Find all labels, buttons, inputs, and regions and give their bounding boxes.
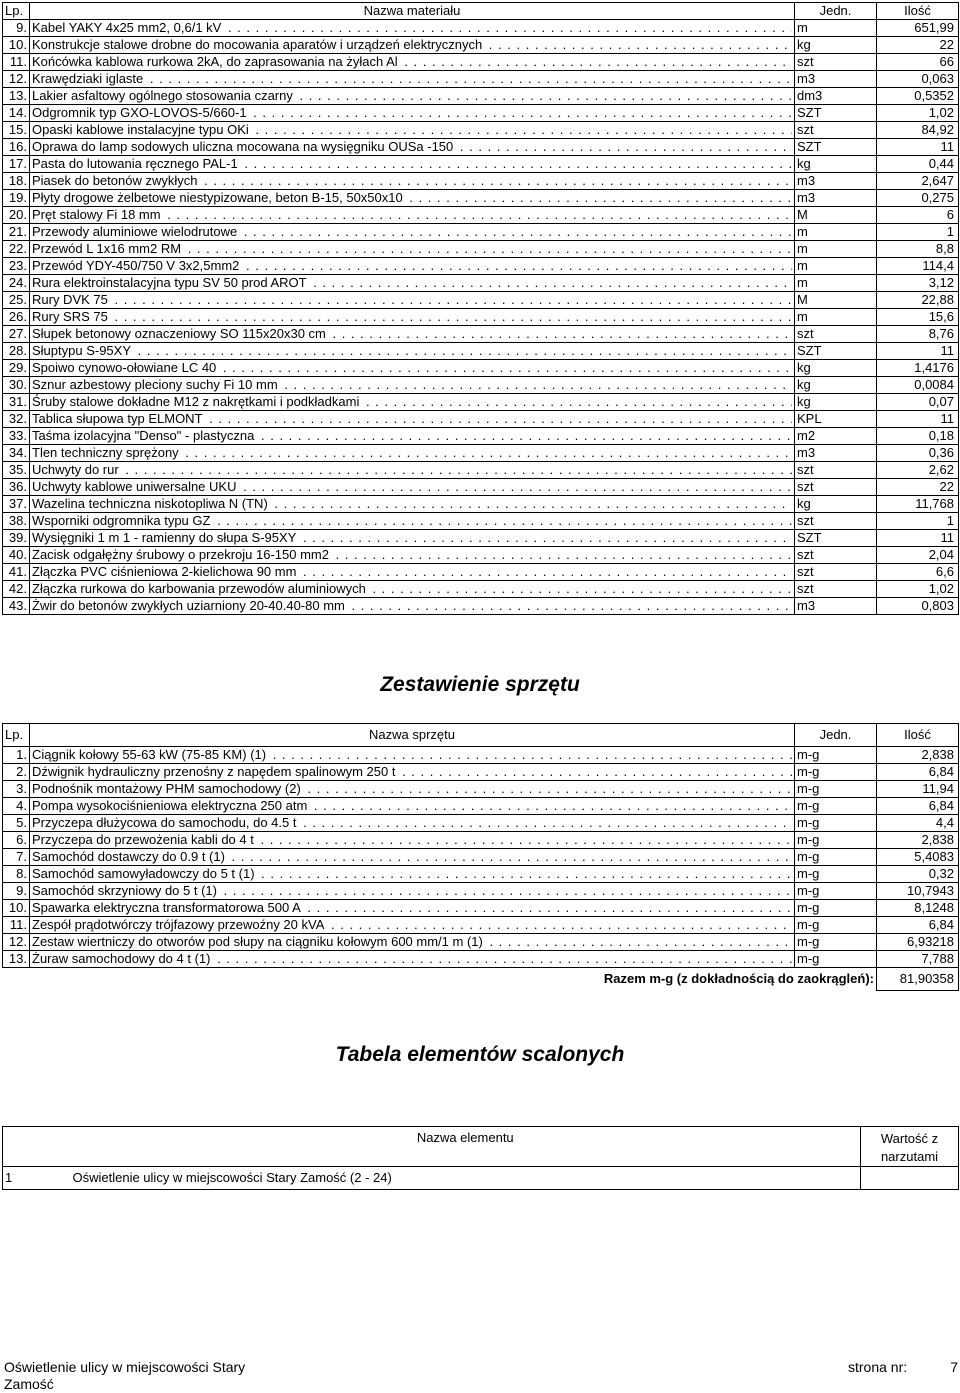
row-unit: m-g	[795, 798, 877, 815]
row-qty: 114,4	[877, 258, 959, 275]
table-row	[3, 258, 959, 275]
table-row	[3, 326, 959, 343]
row-qty: 10,7943	[877, 883, 959, 900]
table-row	[3, 951, 959, 968]
footer-page-number: 7	[950, 1359, 958, 1375]
row-lp: 2.	[3, 764, 30, 781]
row-name: Tlen techniczny sprężony . . .	[30, 445, 795, 462]
row-unit: M	[795, 292, 877, 309]
row-lp: 6.	[3, 832, 30, 849]
table-row	[3, 156, 959, 173]
row-name: Dźwignik hydrauliczny przenośny z napędem spalinowym 250 t . . .	[30, 764, 795, 781]
row-name: Uchwyty do rur . . .	[30, 462, 795, 479]
row-name: Taśma izolacyjna "Denso" - plastyczna . . .	[30, 428, 795, 445]
row-unit: kg	[795, 496, 877, 513]
table-row	[3, 241, 959, 258]
row-name: Ciągnik kołowy 55-63 kW (75-85 KM) (1) . . .	[30, 747, 795, 764]
row-unit: szt	[795, 479, 877, 496]
row-qty: 5,4083	[877, 849, 959, 866]
table-row	[3, 54, 959, 71]
elements-title: Tabela elementów scalonych	[335, 1043, 625, 1066]
row-name: Żwir do betonów zwykłych uziarniony 20-40.40-80 mm . . .	[30, 598, 795, 615]
row-qty: 11	[877, 411, 959, 428]
row-name: Rury SRS 75 . . .	[30, 309, 795, 326]
row-qty: 11	[877, 343, 959, 360]
row-qty: 0,803	[877, 598, 959, 615]
row-lp: 9.	[3, 883, 30, 900]
table-row	[3, 173, 959, 190]
header-lp: Lp.	[3, 3, 30, 20]
table-row	[3, 411, 959, 428]
table-row	[3, 815, 959, 832]
row-qty: 1	[877, 224, 959, 241]
row-name: Zacisk odgałężny śrubowy o przekroju 16-150 mm2 . . .	[30, 547, 795, 564]
total-value: 81,90358	[877, 968, 959, 991]
row-qty: 1,02	[877, 105, 959, 122]
row-name: Opaski kablowe instalacyjne typu OKi . . .	[30, 122, 795, 139]
row-name: Uchwyty kablowe uniwersalne UKU . . .	[30, 479, 795, 496]
row-lp: 22.	[3, 241, 30, 258]
row-qty: 15,6	[877, 309, 959, 326]
table-row	[3, 479, 959, 496]
row-unit: SZT	[795, 139, 877, 156]
row-qty: 22	[877, 37, 959, 54]
row-qty: 8,1248	[877, 900, 959, 917]
row-lp: 28.	[3, 343, 30, 360]
row-unit: szt	[795, 581, 877, 598]
header-lp: Lp.	[3, 724, 30, 747]
row-name: Spawarka elektryczna transformatorowa 500 A . . .	[30, 900, 795, 917]
row-qty: 1,4176	[877, 360, 959, 377]
row-qty: 6,84	[877, 917, 959, 934]
table-row	[3, 747, 959, 764]
row-unit: m	[795, 20, 877, 37]
row-unit: m	[795, 241, 877, 258]
row-unit: m3	[795, 445, 877, 462]
row-unit: kg	[795, 377, 877, 394]
row-name: Przewód YDY-450/750 V 3x2,5mm2 . . .	[30, 258, 795, 275]
row-qty: 1,02	[877, 581, 959, 598]
table-row	[3, 190, 959, 207]
row-name: Spoiwo cynowo-ołowiane LC 40 . . .	[30, 360, 795, 377]
row-lp: 7.	[3, 849, 30, 866]
row-lp: 37.	[3, 496, 30, 513]
row-name: Piasek do betonów zwykłych . . .	[30, 173, 795, 190]
table-row	[3, 547, 959, 564]
table-row	[3, 1167, 959, 1190]
row-lp: 26.	[3, 309, 30, 326]
table-row	[3, 20, 959, 37]
row-lp: 12.	[3, 934, 30, 951]
header-value: Wartość z narzutami	[861, 1127, 959, 1167]
row-unit: m2	[795, 428, 877, 445]
row-name: Pręt stalowy Fi 18 mm . . .	[30, 207, 795, 224]
row-name: Oświetlenie ulicy w miejscowości Stary Zamość (2 - 24)	[71, 1167, 861, 1190]
footer-project-name: Oświetlenie ulicy w miejscowości Stary Zamość	[4, 1359, 246, 1392]
row-lp: 30.	[3, 377, 30, 394]
row-qty: 66	[877, 54, 959, 71]
row-unit: szt	[795, 326, 877, 343]
table-row	[3, 122, 959, 139]
table-row	[3, 105, 959, 122]
row-unit: m-g	[795, 832, 877, 849]
elements-table	[2, 1126, 959, 1190]
row-name: Przyczepa dłużycowa do samochodu, do 4.5 t . . .	[30, 815, 795, 832]
row-name: Pasta do lutowania ręcznego PAL-1 . . .	[30, 156, 795, 173]
row-qty: 0,5352	[877, 88, 959, 105]
row-name: Złączka PVC ciśnieniowa 2-kielichowa 90 mm . . .	[30, 564, 795, 581]
equipment-title: Zestawienie sprzętu	[380, 673, 580, 696]
table-row	[3, 496, 959, 513]
row-qty: 651,99	[877, 20, 959, 37]
row-lp: 9.	[3, 20, 30, 37]
row-unit: szt	[795, 564, 877, 581]
row-name: Płyty drogowe żelbetowe niestypizowane, beton B-15, 50x50x10 . . .	[30, 190, 795, 207]
table-row	[3, 530, 959, 547]
table-row	[3, 428, 959, 445]
total-label: Razem m-g (z dokładnością do zaokrągleń):	[3, 968, 877, 991]
row-unit: kg	[795, 394, 877, 411]
row-lp: 35.	[3, 462, 30, 479]
row-lp: 32.	[3, 411, 30, 428]
row-lp: 39.	[3, 530, 30, 547]
header-name: Nazwa elementu	[71, 1127, 861, 1167]
row-qty: 6,6	[877, 564, 959, 581]
row-lp: 41.	[3, 564, 30, 581]
row-qty: 0,0084	[877, 377, 959, 394]
row-unit: m3	[795, 71, 877, 88]
row-unit: m-g	[795, 815, 877, 832]
row-unit: m-g	[795, 866, 877, 883]
row-qty: 2,62	[877, 462, 959, 479]
row-qty: 84,92	[877, 122, 959, 139]
table-row	[3, 917, 959, 934]
table-row	[3, 598, 959, 615]
row-name: Złączka rurkowa do karbowania przewodów aluminiowych . . .	[30, 581, 795, 598]
row-lp: 43.	[3, 598, 30, 615]
row-lp: 31.	[3, 394, 30, 411]
row-qty: 3,12	[877, 275, 959, 292]
row-qty: 11	[877, 139, 959, 156]
row-name: Końcówka kablowa rurkowa 2kA, do zaprasowania na żyłach Al . . .	[30, 54, 795, 71]
row-qty: 0,07	[877, 394, 959, 411]
row-name: Odgromnik typ GXO-LOVOS-5/660-1 . . .	[30, 105, 795, 122]
row-unit: szt	[795, 122, 877, 139]
row-qty: 6,93218	[877, 934, 959, 951]
header-lp	[3, 1127, 71, 1167]
materials-table	[2, 2, 959, 615]
row-unit: kg	[795, 37, 877, 54]
row-lp: 36.	[3, 479, 30, 496]
row-qty: 11	[877, 530, 959, 547]
row-qty: 22,88	[877, 292, 959, 309]
table-row	[3, 781, 959, 798]
row-unit: m-g	[795, 934, 877, 951]
table-row	[3, 764, 959, 781]
row-unit: kg	[795, 156, 877, 173]
row-lp: 3.	[3, 781, 30, 798]
row-name: Wsporniki odgromnika typu GZ . . .	[30, 513, 795, 530]
row-unit: m-g	[795, 900, 877, 917]
materials-header-row	[3, 3, 959, 20]
row-name: Samochód dostawczy do 0.9 t (1) . . .	[30, 849, 795, 866]
row-name: Żuraw samochodowy do 4 t (1) . . .	[30, 951, 795, 968]
row-qty: 4,4	[877, 815, 959, 832]
row-name: Przyczepa do przewożenia kabli do 4 t . . .	[30, 832, 795, 849]
header-name: Nazwa sprzętu	[30, 724, 795, 747]
row-name: Kabel YAKY 4x25 mm2, 0,6/1 kV . . .	[30, 20, 795, 37]
row-name: Słuptypu S-95XY . . .	[30, 343, 795, 360]
table-row	[3, 292, 959, 309]
row-unit: m	[795, 275, 877, 292]
row-qty: 2,838	[877, 832, 959, 849]
row-unit: m	[795, 309, 877, 326]
table-row	[3, 224, 959, 241]
row-unit: m3	[795, 598, 877, 615]
table-row	[3, 309, 959, 326]
row-qty: 2,647	[877, 173, 959, 190]
table-row	[3, 377, 959, 394]
row-unit: SZT	[795, 343, 877, 360]
row-value	[861, 1167, 959, 1190]
row-qty: 8,8	[877, 241, 959, 258]
row-qty: 0,18	[877, 428, 959, 445]
row-name: Oprawa do lamp sodowych uliczna mocowana na wysięgniku OUSa -150 . . .	[30, 139, 795, 156]
row-lp: 29.	[3, 360, 30, 377]
row-name: Przewody aluminiowe wielodrutowe . . .	[30, 224, 795, 241]
row-qty: 8,76	[877, 326, 959, 343]
row-lp: 27.	[3, 326, 30, 343]
row-qty: 6	[877, 207, 959, 224]
row-lp: 40.	[3, 547, 30, 564]
equipment-header-row	[3, 724, 959, 747]
row-unit: szt	[795, 54, 877, 71]
header-unit: Jedn.	[795, 3, 877, 20]
row-name: Słupek betonowy oznaczeniowy SO 115x20x30 cm . . .	[30, 326, 795, 343]
table-row	[3, 798, 959, 815]
table-row	[3, 88, 959, 105]
row-unit: kg	[795, 360, 877, 377]
row-lp: 34.	[3, 445, 30, 462]
row-name: Śruby stalowe dokładne M12 z nakrętkami i podkładkami . . .	[30, 394, 795, 411]
row-lp: 33.	[3, 428, 30, 445]
row-unit: m	[795, 258, 877, 275]
row-qty: 6,84	[877, 798, 959, 815]
row-unit: szt	[795, 547, 877, 564]
row-lp: 5.	[3, 815, 30, 832]
row-name: Przewód L 1x16 mm2 RM . . .	[30, 241, 795, 258]
table-row	[3, 207, 959, 224]
row-lp: 4.	[3, 798, 30, 815]
row-qty: 0,36	[877, 445, 959, 462]
row-lp: 17.	[3, 156, 30, 173]
equipment-table	[2, 723, 959, 991]
table-row	[3, 832, 959, 849]
row-name: Tablica słupowa typ ELMONT . . .	[30, 411, 795, 428]
row-qty: 0,063	[877, 71, 959, 88]
row-unit: SZT	[795, 105, 877, 122]
row-lp: 14.	[3, 105, 30, 122]
row-qty: 2,838	[877, 747, 959, 764]
row-lp: 13.	[3, 88, 30, 105]
row-unit: m-g	[795, 764, 877, 781]
table-row	[3, 71, 959, 88]
row-lp: 13.	[3, 951, 30, 968]
header-name: Nazwa materiału	[30, 3, 795, 20]
table-row	[3, 934, 959, 951]
row-name: Wysięgniki 1 m 1 - ramienny do słupa S-95XY . . .	[30, 530, 795, 547]
row-lp: 11.	[3, 917, 30, 934]
row-lp: 25.	[3, 292, 30, 309]
table-row	[3, 883, 959, 900]
footer-page	[848, 1359, 958, 1375]
row-qty: 2,04	[877, 547, 959, 564]
row-lp: 16.	[3, 139, 30, 156]
row-name: Rury DVK 75 . . .	[30, 292, 795, 309]
row-unit: m3	[795, 173, 877, 190]
row-lp: 1	[3, 1167, 71, 1190]
row-lp: 21.	[3, 224, 30, 241]
table-row	[3, 900, 959, 917]
row-unit: szt	[795, 462, 877, 479]
row-lp: 23.	[3, 258, 30, 275]
row-name: Samochód samowyładowczy do 5 t (1) . . .	[30, 866, 795, 883]
row-lp: 42.	[3, 581, 30, 598]
row-lp: 1.	[3, 747, 30, 764]
row-name: Rura elektroinstalacyjna typu SV 50 prod AROT . . .	[30, 275, 795, 292]
row-qty: 11,768	[877, 496, 959, 513]
row-lp: 12.	[3, 71, 30, 88]
row-name: Wazelina techniczna niskotopliwa N (TN) . . .	[30, 496, 795, 513]
table-row	[3, 866, 959, 883]
row-name: Podnośnik montażowy PHM samochodowy (2) . . .	[30, 781, 795, 798]
row-unit: m-g	[795, 849, 877, 866]
table-row	[3, 581, 959, 598]
header-qty: Ilość	[877, 724, 959, 747]
row-qty: 22	[877, 479, 959, 496]
row-unit: m-g	[795, 781, 877, 798]
row-qty: 7,788	[877, 951, 959, 968]
row-qty: 0,32	[877, 866, 959, 883]
row-name: Zespół prądotwórczy trójfazowy przewoźny 20 kVA . . .	[30, 917, 795, 934]
row-unit: m-g	[795, 883, 877, 900]
table-row	[3, 394, 959, 411]
row-qty: 0,44	[877, 156, 959, 173]
row-unit: m3	[795, 190, 877, 207]
row-name: Konstrukcje stalowe drobne do mocowania aparatów i urządzeń elektrycznych . . .	[30, 37, 795, 54]
table-row	[3, 564, 959, 581]
row-unit: M	[795, 207, 877, 224]
row-name: Pompa wysokociśnieniowa elektryczna 250 atm . . .	[30, 798, 795, 815]
header-qty: Ilość	[877, 3, 959, 20]
row-lp: 24.	[3, 275, 30, 292]
table-row	[3, 139, 959, 156]
table-row	[3, 275, 959, 292]
row-lp: 15.	[3, 122, 30, 139]
row-lp: 20.	[3, 207, 30, 224]
row-name: Samochód skrzyniowy do 5 t (1) . . .	[30, 883, 795, 900]
row-lp: 11.	[3, 54, 30, 71]
row-name: Krawędziaki iglaste . . .	[30, 71, 795, 88]
footer-page-label: strona nr:	[848, 1359, 908, 1375]
table-row	[3, 513, 959, 530]
table-row	[3, 37, 959, 54]
row-unit: szt	[795, 513, 877, 530]
row-qty: 1	[877, 513, 959, 530]
elements-header-row	[3, 1127, 959, 1167]
row-lp: 38.	[3, 513, 30, 530]
row-unit: m-g	[795, 951, 877, 968]
table-row	[3, 462, 959, 479]
row-unit: m-g	[795, 747, 877, 764]
row-qty: 11,94	[877, 781, 959, 798]
row-unit: m-g	[795, 917, 877, 934]
table-row	[3, 445, 959, 462]
row-lp: 10.	[3, 37, 30, 54]
table-row	[3, 849, 959, 866]
row-unit: dm3	[795, 88, 877, 105]
row-lp: 18.	[3, 173, 30, 190]
row-unit: KPL	[795, 411, 877, 428]
row-name: Lakier asfaltowy ogólnego stosowania czarny . . .	[30, 88, 795, 105]
row-lp: 19.	[3, 190, 30, 207]
row-lp: 10.	[3, 900, 30, 917]
row-qty: 6,84	[877, 764, 959, 781]
row-lp: 8.	[3, 866, 30, 883]
row-unit: SZT	[795, 530, 877, 547]
equipment-total-row	[3, 968, 959, 991]
row-qty: 0,275	[877, 190, 959, 207]
row-name: Zestaw wiertniczy do otworów pod słupy na ciągniku kołowym 600 mm/1 m (1) . . .	[30, 934, 795, 951]
header-unit: Jedn.	[795, 724, 877, 747]
table-row	[3, 360, 959, 377]
row-name: Sznur azbestowy pleciony suchy Fi 10 mm . . .	[30, 377, 795, 394]
table-row	[3, 343, 959, 360]
row-unit: m	[795, 224, 877, 241]
